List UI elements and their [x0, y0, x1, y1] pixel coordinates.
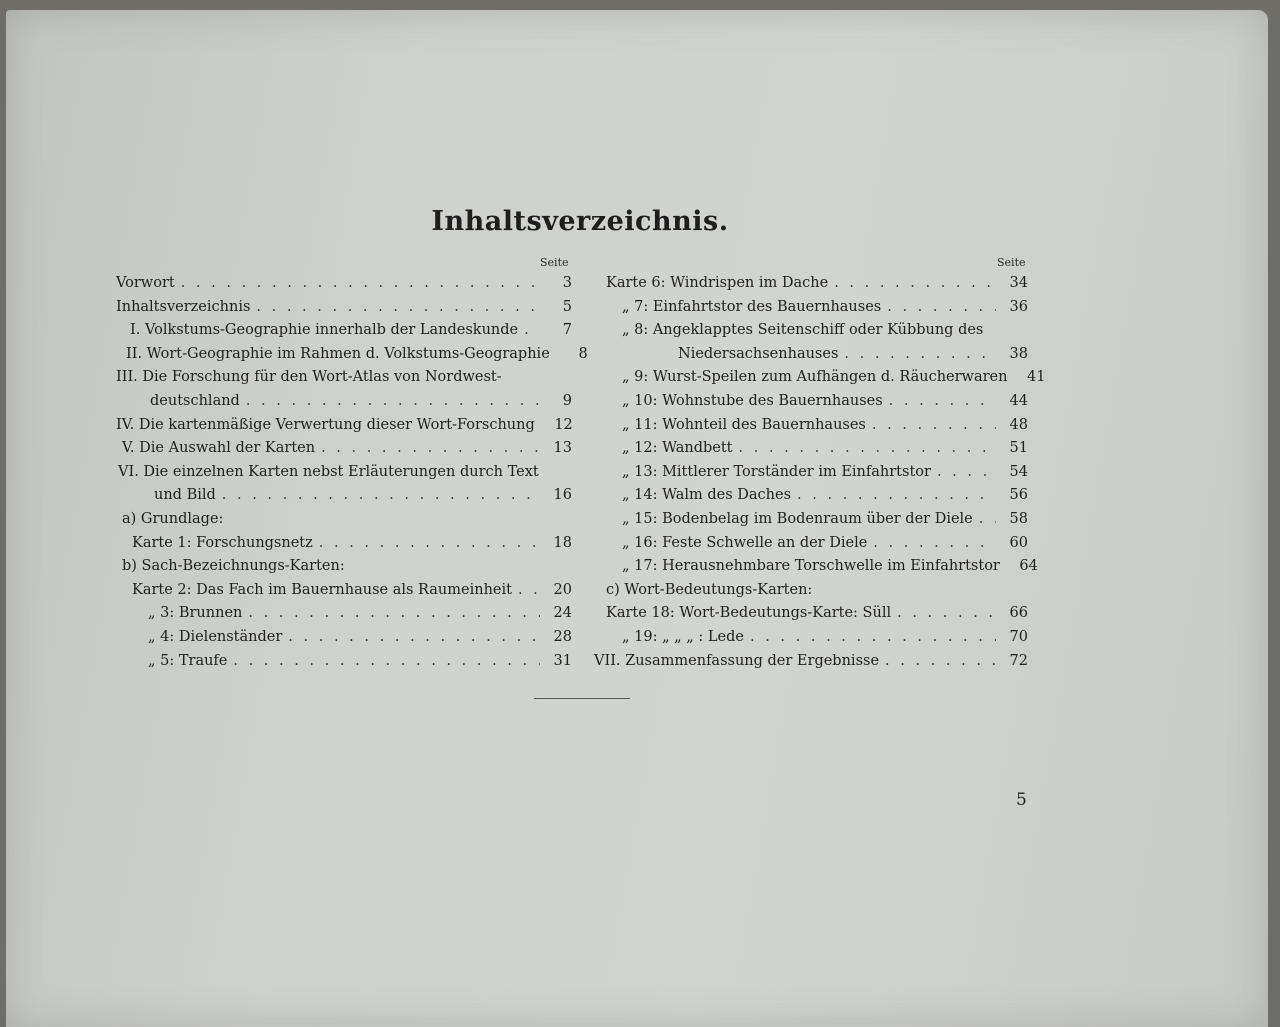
toc-entry-page: 48: [1009, 416, 1028, 433]
toc-entry-page: 16: [553, 487, 572, 504]
dot-leader: [887, 296, 996, 320]
toc-entry: [594, 650, 1028, 674]
dot-leader: [834, 272, 996, 296]
toc-entry-title: „ 13: Mittlerer Torständer im Einfahrtstor: [622, 463, 931, 480]
toc-entry: [116, 272, 572, 296]
toc-entry-title: Karte 6: Windrispen im Dache: [606, 275, 829, 291]
dot-leader: [937, 461, 996, 485]
toc-entry-title: IV. Die kartenmäßige Verwertung dieser Wort-Forschung: [116, 416, 535, 433]
toc-entry-page: 54: [1009, 463, 1028, 480]
toc-entry-page: 44: [1009, 392, 1028, 409]
toc-entry-title: „ 14: Walm des Daches: [622, 487, 792, 504]
toc-entry-title: a) Grundlage:: [122, 510, 224, 527]
toc-entry-title: VII. Zusammenfassung der Ergebnisse: [594, 652, 880, 669]
dot-leader: [288, 626, 540, 650]
dot-leader: [889, 390, 996, 414]
toc-entry: [606, 343, 1028, 367]
toc-entry-page: 58: [1009, 510, 1028, 527]
dot-leader: [181, 272, 540, 296]
toc-entry-title: Inhaltsverzeichnis: [116, 298, 251, 315]
dot-leader: [979, 508, 996, 532]
toc-entry-title: b) Sach-Bezeichnungs-Karten:: [122, 558, 345, 575]
dot-leader: [750, 626, 996, 650]
toc-entry: [116, 532, 572, 556]
toc-entry-title: Karte 2: Das Fach im Bauernhause als Raumeinheit: [132, 581, 512, 598]
dot-leader: [233, 650, 540, 674]
toc-entry-page: 60: [1009, 534, 1028, 551]
dot-leader: [844, 343, 996, 367]
toc-entry-title: „ 9: Wurst-Speilen zum Aufhängen d. Räucherwaren: [622, 369, 1008, 386]
dot-leader: [872, 414, 996, 438]
toc-entry-title: „ 16: Feste Schwelle an der Diele: [622, 534, 868, 551]
toc-entry: [116, 437, 572, 461]
toc-entry: [606, 602, 1028, 626]
toc-entry-page: 34: [1009, 275, 1028, 291]
toc-entry-page: 41: [1027, 369, 1046, 386]
toc-entry-title: V. Die Auswahl der Karten: [122, 440, 316, 457]
page-title: Inhaltsverzeichnis.: [431, 206, 729, 237]
toc-entry: [116, 366, 572, 390]
toc-entry: [606, 532, 1028, 556]
toc-entry: [116, 414, 572, 438]
dot-leader: [873, 532, 996, 556]
toc-entry: [116, 296, 572, 320]
toc-entry-page: 9: [562, 392, 572, 409]
toc-entry-page: 5: [562, 298, 572, 315]
toc-entry: [116, 602, 572, 626]
dot-leader: [319, 532, 540, 556]
toc-entry-title: „ 17: Herausnehmbare Torschwelle im Einfahrtstor: [622, 558, 1000, 575]
toc-entry: [606, 484, 1028, 508]
toc-entry-title: I. Volkstums-Geographie innerhalb der Landeskunde: [130, 322, 519, 339]
dot-leader: [222, 484, 540, 508]
toc-left-column: [116, 272, 588, 673]
dot-leader: [246, 390, 540, 414]
toc-entry: [116, 555, 572, 579]
toc-entry-title: Karte 18: Wort-Bedeutungs-Karte: Süll: [606, 605, 892, 622]
toc-entry-page: 56: [1009, 487, 1028, 504]
toc-entry-page: 7: [562, 322, 572, 339]
toc-entry-page: 8: [578, 345, 588, 362]
toc-entry-page: 3: [562, 275, 572, 291]
toc-entry-page: 18: [553, 534, 572, 551]
dot-leader: [897, 602, 996, 626]
toc-entry-title: c) Wort-Bedeutungs-Karten:: [606, 581, 813, 598]
toc-entry-title: II. Wort-Geographie im Rahmen d. Volkstums-Geographie: [126, 345, 550, 362]
divider-rule: [534, 698, 630, 699]
toc-entry: [116, 461, 572, 485]
toc-entry-title: „ 7: Einfahrtstor des Bauernhauses: [622, 298, 882, 315]
bleed-through-text: [526, 170, 534, 200]
toc-entry: [606, 366, 1046, 390]
dot-leader: [248, 602, 540, 626]
toc-entry-title: und Bild: [154, 487, 216, 504]
dot-leader: [518, 579, 540, 603]
toc-entry: [606, 296, 1028, 320]
left-page-column-label: Seite: [540, 256, 569, 269]
toc-entry-page: 20: [553, 581, 572, 598]
toc-entry-page: 36: [1009, 298, 1028, 315]
toc-entry-title: „ 19: „ „ „ : Lede: [622, 628, 744, 645]
toc-entry: [606, 461, 1028, 485]
toc-entry-title: III. Die Forschung für den Wort-Atlas von Nordwest-: [116, 369, 502, 386]
toc-entry-page: 70: [1009, 628, 1028, 645]
toc-entry-page: 28: [553, 628, 572, 645]
toc-entry-page: 38: [1009, 345, 1028, 362]
toc-entry: [606, 390, 1028, 414]
toc-entry: [116, 390, 572, 414]
toc-entry-page: 24: [553, 605, 572, 622]
toc-entry-title: „ 4: Dielenständer: [148, 628, 283, 645]
toc-entry: [606, 414, 1028, 438]
toc-entry-title: „ 3: Brunnen: [148, 605, 243, 622]
toc-entry: [606, 555, 1038, 579]
toc-entry-page: 51: [1009, 440, 1028, 457]
dot-leader: [739, 437, 997, 461]
toc-entry-title: Niedersachsenhauses: [678, 345, 839, 362]
dot-leader: [321, 437, 540, 461]
toc-entry: [606, 272, 1028, 296]
toc-entry-page: 72: [1009, 652, 1028, 669]
toc-entry: [606, 319, 1028, 343]
dot-leader: [524, 319, 540, 343]
toc-entry: [606, 508, 1028, 532]
toc-entry-title: „ 10: Wohnstube des Bauernhauses: [622, 392, 883, 409]
toc-entry: [116, 319, 572, 343]
page-number: 5: [1016, 790, 1027, 810]
toc-entry: [116, 650, 572, 674]
toc-entry-title: Karte 1: Forschungsnetz: [132, 534, 313, 551]
toc-entry-title: „ 15: Bodenbelag im Bodenraum über der Diele: [622, 510, 973, 527]
toc-entry: [116, 343, 588, 367]
toc-entry-page: 13: [553, 440, 572, 457]
toc-entry-title: „ 5: Traufe: [148, 652, 228, 669]
toc-entry-title: VI. Die einzelnen Karten nebst Erläuterungen durch Text: [118, 463, 539, 480]
toc-entry: [606, 437, 1028, 461]
toc-entry-page: 64: [1019, 558, 1038, 575]
toc-entry: [116, 626, 572, 650]
toc-entry-page: 66: [1009, 605, 1028, 622]
toc-entry-page: 12: [554, 416, 573, 433]
toc-entry-title: „ 8: Angeklapptes Seitenschiff oder Kübbung des: [622, 322, 984, 339]
toc-right-column: [594, 272, 1046, 673]
toc-entry-title: „ 11: Wohnteil des Bauernhauses: [622, 416, 866, 433]
toc-entry: [116, 579, 572, 603]
right-page-column-label: Seite: [997, 256, 1026, 269]
toc-entry-title: „ 12: Wandbett: [622, 440, 733, 457]
toc-entry-title: deutschland: [150, 392, 240, 409]
dot-leader: [797, 484, 996, 508]
toc-entry: [116, 484, 572, 508]
dot-leader: [256, 296, 540, 320]
toc-entry-title: Vorwort: [116, 275, 175, 291]
toc-entry-page: 31: [553, 652, 572, 669]
toc-entry: [116, 508, 572, 532]
dot-leader: [885, 650, 996, 674]
toc-entry: [606, 626, 1028, 650]
toc-entry: [606, 579, 1028, 603]
